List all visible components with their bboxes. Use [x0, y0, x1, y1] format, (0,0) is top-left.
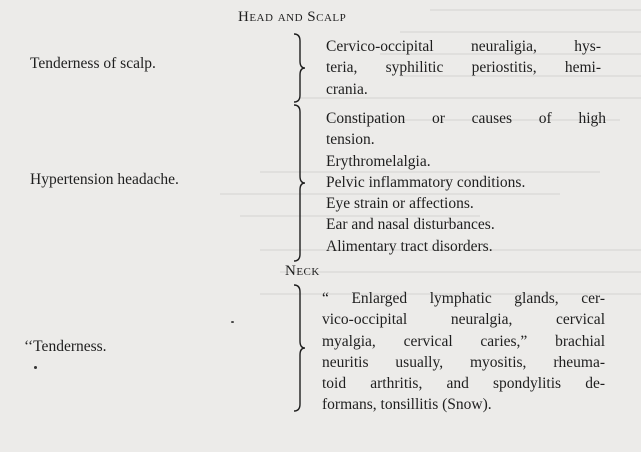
condition-line: Pelvic inflammatory conditions.: [326, 173, 526, 191]
condition-line: “ Enlarged lymphatic glands, cer-: [322, 290, 605, 307]
condition-line: teria, syphilitic periostitis, hemi-: [326, 59, 601, 77]
entry-label-hypertension-headache: Hypertension headache.: [30, 171, 179, 188]
condition-line: tension.: [326, 131, 375, 149]
condition-line: neuritis usually, myositis, rheuma-: [322, 353, 605, 371]
condition-line: Eye strain or affections.: [326, 195, 474, 213]
condition-line: myalgia, cervical caries,” brachial: [322, 332, 605, 350]
entry-conditions-tenderness-of-scalp: [326, 36, 601, 100]
curly-brace-icon: [292, 33, 306, 103]
condition-line: Erythromelalgia.: [326, 152, 431, 170]
condition-line: toid arthritis, and spondylitis de-: [322, 375, 605, 393]
entry-label-tenderness: ‘‘Tenderness.: [24, 338, 107, 355]
condition-line: Cervico-occipital neuraligia, hys-: [326, 38, 601, 55]
scan-speck: [231, 321, 234, 323]
curly-brace-icon: [292, 284, 306, 412]
section-title-head-and-scalp: Head and Scalp: [238, 9, 347, 25]
condition-line: formans, tonsillitis (Snow).: [322, 396, 492, 414]
curly-brace-icon: [292, 104, 306, 262]
scan-speck: [34, 366, 37, 369]
section-title-neck: Neck: [285, 263, 320, 279]
condition-line: Ear and nasal disturbances.: [326, 216, 495, 234]
entry-conditions-tenderness: [322, 288, 605, 416]
entry-conditions-hypertension-headache: [326, 108, 606, 257]
condition-line: vico-occipital neuralgia, cervical: [322, 311, 605, 329]
condition-line: Constipation or causes of high: [326, 110, 606, 127]
condition-line: Alimentary tract disorders.: [326, 237, 493, 255]
entry-label-tenderness-of-scalp: Tenderness of scalp.: [30, 55, 156, 72]
condition-line: crania.: [326, 80, 368, 98]
